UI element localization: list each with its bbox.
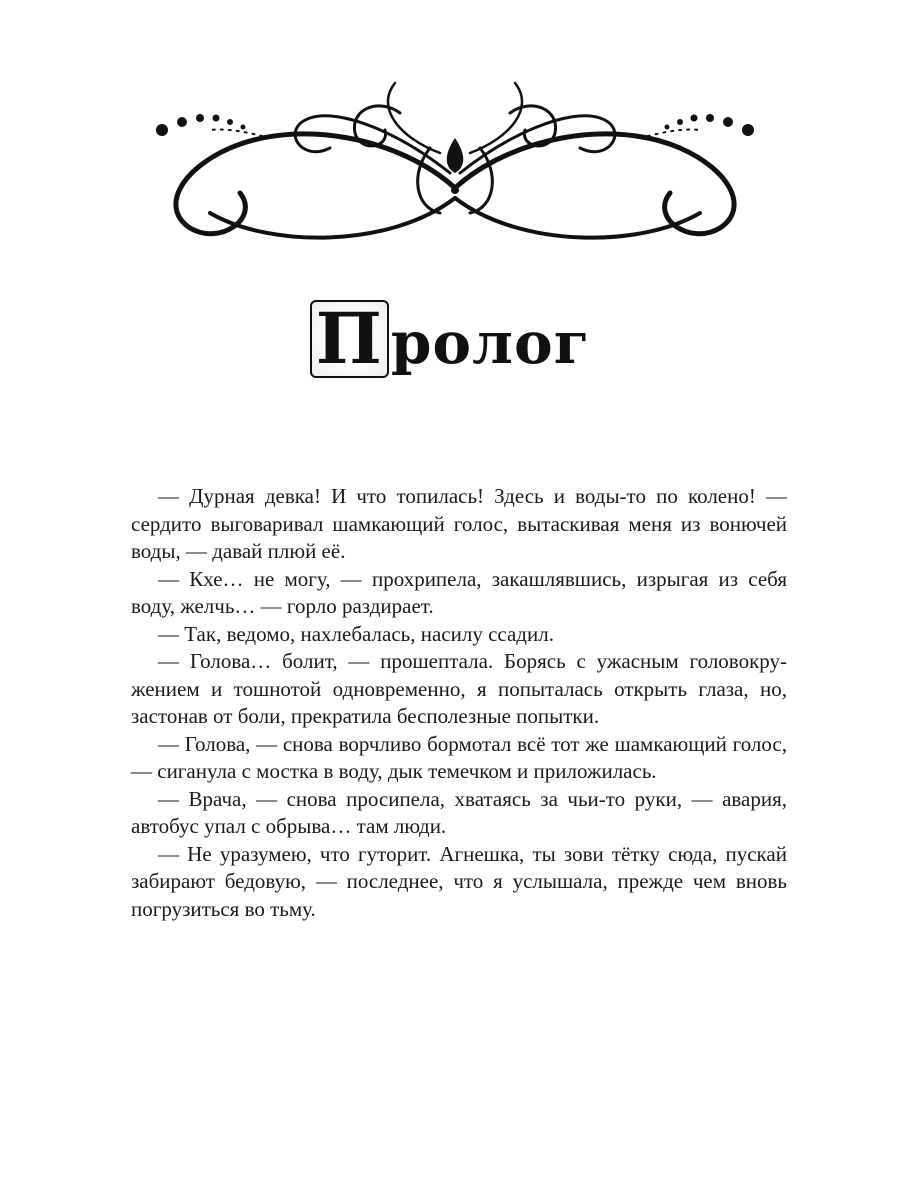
chapter-title-rest: ролог bbox=[390, 309, 591, 377]
flourish-ornament-icon bbox=[150, 78, 760, 253]
paragraph: — Голова… болит, — прошептала. Борясь с ужасным головокружением и тошнотой одновременно, я попыталась открыть глаза, но, застонав от боли, прекратила бесполезные попытки. bbox=[131, 649, 787, 728]
chapter-title bbox=[0, 297, 900, 383]
paragraph: — Голова, — снова ворчливо бормотал всё тот же шамкающий голос, — сиганула с мостка в воду, дык темечком и приложилась. bbox=[131, 731, 787, 783]
paragraph: — Врача, — снова просипела, хватаясь за чьи-то руки, — авария, автобус упал с обрыва… там люди. bbox=[131, 786, 787, 838]
paragraph: — Кхе… не могу, — прохрипела, закашлявшись, изрыгая из себя воду, желчь… — горло раздирает. bbox=[131, 566, 787, 618]
body-text bbox=[131, 483, 787, 923]
paragraph: — Не уразумею, что гуторит. Агнешка, ты зови тётку сюда, пускай забирают бедовую, — последнее, что я услышала, прежде чем вновь погрузиться во тьму. bbox=[131, 841, 787, 921]
paragraph: — Так, ведомо, нахлебалась, насилу ссадил. bbox=[158, 621, 554, 646]
paragraph: — Дурная девка! И что топилась! Здесь и воды-то по колено! — сердито выговаривал шамкающий голос, вытаскивая меня из вонючей воды, — давай плюй её. bbox=[131, 484, 787, 563]
chapter-title-initial: П bbox=[310, 300, 389, 378]
